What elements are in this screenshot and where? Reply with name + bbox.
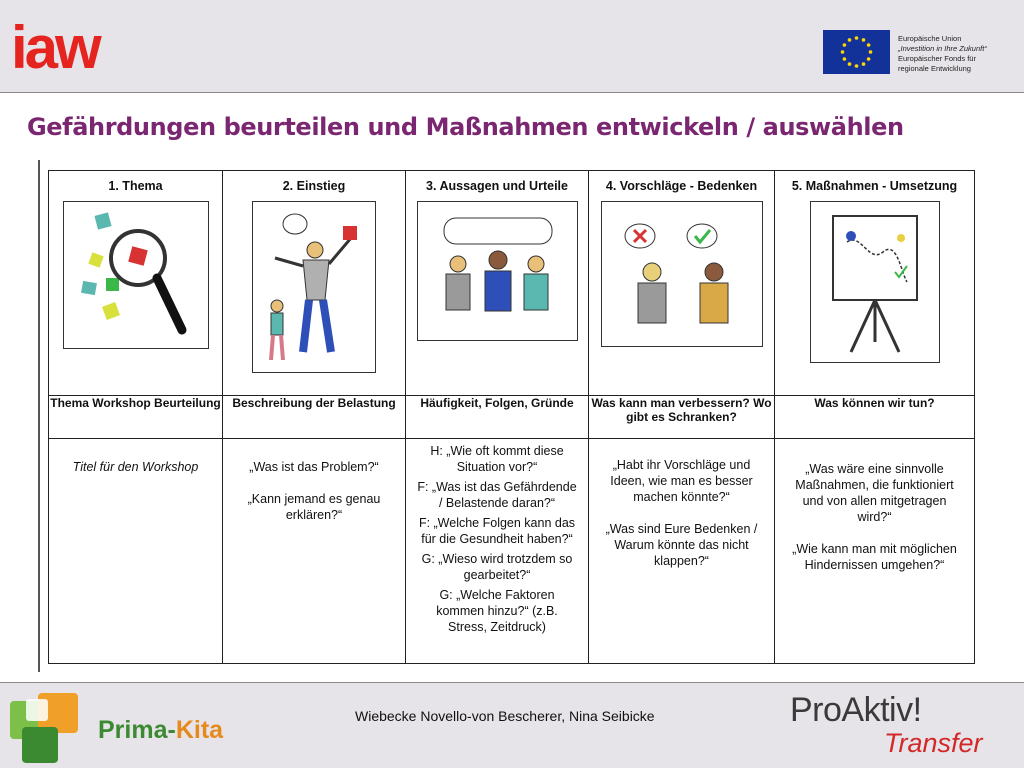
magnifier-puzzle-illustration-icon: [63, 201, 209, 349]
subtitle-cell: Was können wir tun?: [775, 396, 975, 439]
question-text: „Was wäre eine sinnvolle Maßnahmen, die funktioniert und von allen mitgetragen wird?“: [795, 462, 954, 524]
divider: [38, 160, 40, 672]
table-row: [49, 439, 975, 664]
page-title: Gefährdungen beurteilen und Maßnahmen entwickeln / auswählen: [27, 113, 904, 141]
column-title: 2. Einstieg: [282, 179, 346, 193]
question-text: F: „Welche Folgen kann das für die Gesundheit haben?“: [418, 516, 576, 546]
column-title: 3. Aussagen und Urteile: [426, 179, 568, 193]
question-text: G: „Wieso wird trotzdem so gearbeitet?“: [421, 552, 573, 582]
subtitle-cell: Was kann man verbessern? Wo gibt es Schranken?: [589, 396, 775, 439]
questions-cell: [589, 439, 775, 664]
flipchart-illustration-icon: [810, 201, 940, 363]
column-header-cell: [775, 171, 975, 396]
process-table: [48, 170, 975, 664]
transfer-logo: Transfer: [884, 728, 983, 758]
column-title: 5. Maßnahmen - Umsetzung: [791, 179, 958, 193]
questions-cell: [223, 439, 406, 664]
eu-line: Europäischer Fonds für: [898, 54, 976, 63]
prima-text: Prima-: [98, 716, 176, 744]
eu-line: „Investition in Ihre Zukunft“: [898, 44, 987, 53]
iaw-logo: iaw: [11, 14, 99, 81]
column-title: 1. Thema: [108, 179, 163, 193]
question-text: „Habt ihr Vorschläge und Ideen, wie man es besser machen könnte?“: [610, 458, 753, 504]
eu-line: Europäische Union: [898, 34, 962, 43]
header-bar: [0, 0, 1024, 93]
column-header-cell: [223, 171, 406, 396]
questions-cell: [775, 439, 975, 664]
subtitle-cell: Thema Workshop Beurteilung: [49, 396, 223, 439]
eu-flag-icon: [823, 30, 890, 74]
pros-cons-illustration-icon: [601, 201, 763, 347]
question-text: „Was ist das Problem?“: [249, 460, 379, 474]
question-text: F: „Was ist das Gefährdende / Belastende daran?“: [417, 480, 577, 510]
footer-bar: [0, 682, 1024, 768]
kita-text: Kita: [175, 716, 224, 744]
table-row: [49, 396, 975, 439]
column-header-cell: [49, 171, 223, 396]
author-credit: Wiebecke Novello-von Bescherer, Nina Seibicke: [355, 708, 655, 724]
subtitle-cell: Häufigkeit, Folgen, Gründe: [406, 396, 589, 439]
discussion-group-illustration-icon: [417, 201, 578, 341]
question-text: „Wie kann man mit möglichen Hindernissen umgehen?“: [792, 542, 957, 572]
question-text: „Was sind Eure Bedenken / Warum könnte das nicht klappen?“: [605, 522, 758, 568]
column-header-cell: [589, 171, 775, 396]
subtitle-cell: Beschreibung der Belastung: [223, 396, 406, 439]
question-text: G: „Welche Faktoren kommen hinzu?“ (z.B. Stress, Zeitdruck): [436, 588, 558, 634]
stressed-worker-illustration-icon: [252, 201, 376, 373]
question-text: „Kann jemand es genau erklären?“: [247, 492, 381, 522]
column-title: 4. Vorschläge - Bedenken: [605, 179, 758, 193]
prima-kita-wordmark: [98, 716, 223, 745]
questions-cell: [49, 439, 223, 664]
question-text: Titel für den Workshop: [72, 460, 199, 474]
eu-funding-text: [898, 34, 1018, 74]
eu-line: regionale Entwicklung: [898, 64, 971, 73]
table-row: [49, 171, 975, 396]
column-header-cell: [406, 171, 589, 396]
proaktiv-logo: ProAktiv!: [790, 691, 922, 729]
questions-cell: [406, 439, 589, 664]
prima-kita-logo-icon: [8, 689, 88, 765]
question-text: H: „Wie oft kommt diese Situation vor?“: [430, 444, 564, 474]
